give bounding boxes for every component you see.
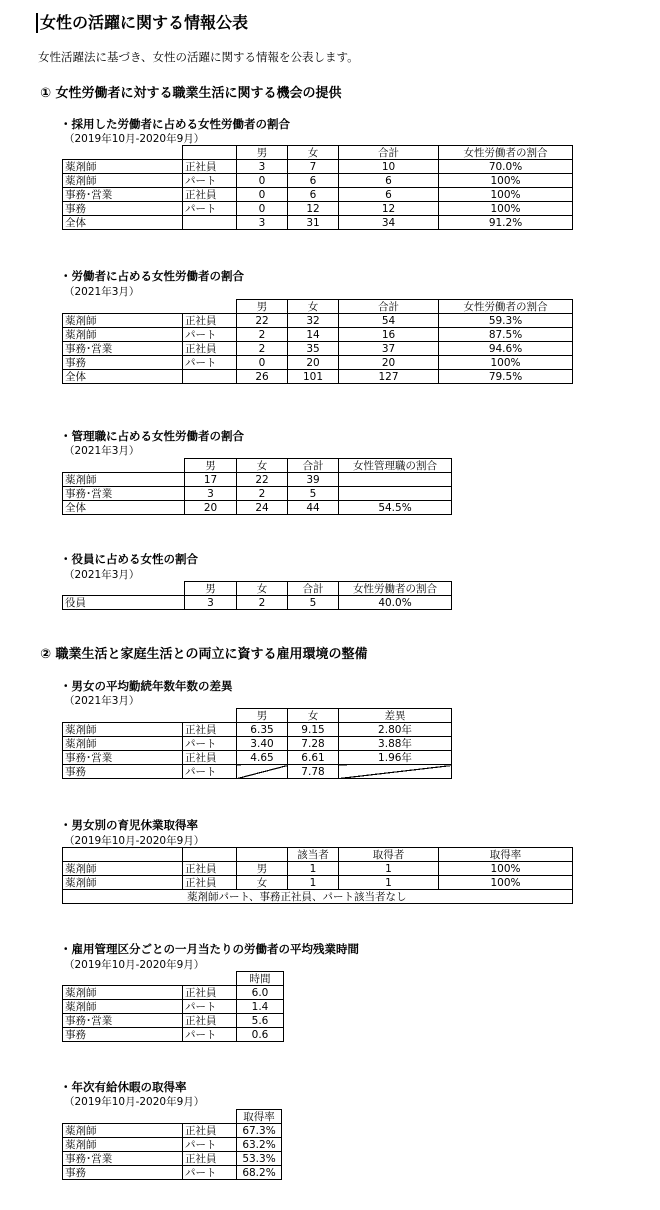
t1-table [62,145,573,230]
t8-header-blank2 [183,1110,237,1124]
table-cell: 1.4 [237,1000,284,1014]
t1-subtitle: ・採用した労働者に占める女性労働者の割合 [60,117,290,131]
table-cell: 正社員 [183,314,237,328]
table-row [63,174,573,188]
table-cell: 1 [288,876,339,890]
table-cell: 20 [339,356,439,370]
table-cell: 100% [439,202,573,216]
table-cell: パート [183,356,237,370]
table-cell: 男 [237,862,288,876]
table-cell: 54 [339,314,439,328]
t6-header-blank3 [237,848,288,862]
t1-header: 男 [237,146,288,160]
table-cell [183,216,237,230]
table-cell: 0.6 [237,1028,284,1042]
table-cell: 20 [288,356,339,370]
table-cell: 3 [185,596,237,610]
table-cell: パート [183,1138,237,1152]
t1-header: 女性労働者の割合 [439,146,573,160]
table-cell: 94.6% [439,342,573,356]
table-row [63,1138,282,1152]
table-cell: 5 [288,487,339,501]
t2-header-blank2 [183,300,237,314]
table-cell: 5 [288,596,339,610]
t8-body [63,1124,282,1180]
table-row [63,188,573,202]
table-cell: 正社員 [183,1124,237,1138]
table-cell: 0 [237,174,288,188]
t6-header: 該当者 [288,848,339,862]
table-cell: 3 [237,160,288,174]
t4-body [63,596,452,610]
table-cell: 6 [339,174,439,188]
t5-header-blank2 [183,709,237,723]
table-cell: 事務･営業 [63,751,183,765]
table-cell: 事務 [63,202,183,216]
table-cell: 67.3% [237,1124,282,1138]
t5-header: 女 [288,709,339,723]
table-cell: 26 [237,370,288,384]
table-cell: 薬剤師 [63,174,183,188]
table-cell: 7.78 [288,765,339,779]
page-title: 女性の活躍に関する情報公表 [36,13,248,33]
table-cell: 3 [185,487,237,501]
table-cell: 6.0 [237,986,284,1000]
t1-header-blank [63,146,183,160]
table-cell: 薬剤師 [63,314,183,328]
section-2-heading: ② 職業生活と家庭生活との両立に資する雇用環境の整備 [40,647,368,662]
table-cell: 31 [288,216,339,230]
t6-note: 薬剤師パート、事務正社員、パート該当者なし [63,890,573,904]
table-cell: 事務･営業 [63,1014,183,1028]
t6-header-blank2 [183,848,237,862]
t4-header: 男 [185,582,237,596]
t2-header: 女性労働者の割合 [439,300,573,314]
table-cell: 7.28 [288,737,339,751]
table-cell: 正社員 [183,862,237,876]
t3-header: 女性管理職の割合 [339,459,452,473]
table-row [63,1000,284,1014]
table-cell: 事務 [63,765,183,779]
t7-table [62,971,284,1042]
t2-table [62,299,573,384]
table-cell: 2 [237,328,288,342]
table-cell: 100% [439,356,573,370]
table-cell: 事務 [63,1166,183,1180]
table-cell: 事務･営業 [63,188,183,202]
t8-table [62,1109,282,1180]
table-cell: 63.2% [237,1138,282,1152]
table-cell: 40.0% [339,596,452,610]
t2-header: 合計 [339,300,439,314]
table-cell: 37 [339,342,439,356]
table-cell: パート [183,202,237,216]
t3-header: 男 [185,459,237,473]
table-cell: 34 [339,216,439,230]
table-cell: パート [183,174,237,188]
table-cell: 44 [288,501,339,515]
table-row [63,160,573,174]
table-cell: 6 [339,188,439,202]
table-cell: 0 [237,188,288,202]
t7-header-blank2 [183,972,237,986]
table-cell: 16 [339,328,439,342]
section-1-heading: ① 女性労働者に対する職業生活に関する機会の提供 [40,86,342,101]
table-cell: 事務 [63,356,183,370]
table-cell: 正社員 [183,1152,237,1166]
table-row [63,737,452,751]
table-row [63,314,573,328]
table-cell: 全体 [63,216,183,230]
table-cell: 全体 [63,370,183,384]
t4-subtitle: ・役員に占める女性の割合 [60,552,198,566]
table-cell: 3.40 [237,737,288,751]
t1-header: 女 [288,146,339,160]
table-row [63,1166,282,1180]
table-cell: パート [183,765,237,779]
table-row [63,370,573,384]
table-row [63,596,452,610]
t3-period: （2021年3月） [64,445,140,457]
table-row [63,328,573,342]
table-cell: 7 [288,160,339,174]
table-cell: 100% [439,876,573,890]
table-row [63,356,573,370]
table-cell: 事務･営業 [63,487,185,501]
table-cell: 101 [288,370,339,384]
table-cell: 薬剤師 [63,986,183,1000]
table-cell: 正社員 [183,1014,237,1028]
table-cell: 54.5% [339,501,452,515]
t6-table [62,847,573,904]
table-cell: 100% [439,174,573,188]
table-row [63,342,573,356]
table-cell: 100% [439,862,573,876]
table-cell: 5.6 [237,1014,284,1028]
t5-period: （2021年3月） [64,695,140,707]
table-cell: 2 [237,487,288,501]
t6-header-blank [63,848,183,862]
t1-body [63,160,573,230]
table-cell: 22 [237,314,288,328]
table-row [63,1014,284,1028]
table-cell: 6 [288,174,339,188]
table-cell: 薬剤師 [63,473,185,487]
table-cell: 正社員 [183,986,237,1000]
table-row [63,1124,282,1138]
table-cell: 22 [237,473,288,487]
t6-subtitle: ・男女別の育児休業取得率 [60,818,198,832]
table-cell: 6.61 [288,751,339,765]
table-cell: 薬剤師 [63,1124,183,1138]
table-cell: 3.88年 [339,737,452,751]
table-row [63,765,452,779]
table-cell [339,765,452,779]
t6-header: 取得率 [439,848,573,862]
t2-period: （2021年3月） [64,286,140,298]
table-cell: パート [183,1028,237,1042]
t5-table [62,708,452,779]
table-cell: 事務･営業 [63,342,183,356]
table-cell: 2 [237,342,288,356]
table-cell: 35 [288,342,339,356]
table-cell [339,473,452,487]
table-cell: 正社員 [183,160,237,174]
t5-header: 男 [237,709,288,723]
table-cell: 87.5% [439,328,573,342]
t7-subtitle: ・雇用管理区分ごとの一月当たりの労働者の平均残業時間 [60,942,359,956]
table-row [63,202,573,216]
table-cell: 1 [339,862,439,876]
t2-body [63,314,573,384]
t1-period: （2019年10月-2020年9月） [64,133,205,145]
table-row [63,723,452,737]
table-cell: 6.35 [237,723,288,737]
table-cell: 役員 [63,596,185,610]
table-cell: 9.15 [288,723,339,737]
table-cell: 正社員 [183,751,237,765]
t3-header: 女 [237,459,288,473]
table-cell: 24 [237,501,288,515]
table-cell: 2 [237,596,288,610]
t8-header: 取得率 [237,1110,282,1124]
table-row [63,1028,284,1042]
table-cell: 女 [237,876,288,890]
table-cell: 正社員 [183,342,237,356]
t7-body [63,986,284,1042]
t4-header: 合計 [288,582,339,596]
t3-subtitle: ・管理職に占める女性労働者の割合 [60,429,244,443]
table-row [63,473,452,487]
t7-header-blank [63,972,183,986]
t8-header-blank [63,1110,183,1124]
t3-body [63,473,452,515]
t7-header: 時間 [237,972,284,986]
table-cell: 薬剤師 [63,862,183,876]
t6-period: （2019年10月-2020年9月） [64,835,205,847]
t5-body [63,723,452,779]
table-row [63,487,452,501]
table-cell: 12 [339,202,439,216]
table-cell [237,765,288,779]
table-cell: 127 [339,370,439,384]
table-cell: 薬剤師 [63,1138,183,1152]
table-cell: 薬剤師 [63,876,183,890]
t5-header-blank [63,709,183,723]
t4-period: （2021年3月） [64,569,140,581]
table-cell: 10 [339,160,439,174]
t5-header: 差異 [339,709,452,723]
table-row [63,501,452,515]
t2-header: 男 [237,300,288,314]
table-cell: 4.65 [237,751,288,765]
table-cell: 6 [288,188,339,202]
table-cell: 1 [339,876,439,890]
table-cell: 正社員 [183,188,237,202]
t3-header: 合計 [288,459,339,473]
t6-body [63,862,573,890]
table-cell: 68.2% [237,1166,282,1180]
table-row [63,751,452,765]
t2-header-blank [63,300,183,314]
table-cell [339,487,452,501]
table-cell [183,370,237,384]
table-cell: 0 [237,202,288,216]
table-row [63,1152,282,1166]
table-row [63,216,573,230]
t6-header: 取得者 [339,848,439,862]
t7-period: （2019年10月-2020年9月） [64,959,205,971]
t3-table [62,458,452,515]
t1-header-blank2 [183,146,237,160]
table-cell: 薬剤師 [63,160,183,174]
table-cell: 70.0% [439,160,573,174]
table-cell: 53.3% [237,1152,282,1166]
table-cell: パート [183,737,237,751]
table-cell: 事務 [63,1028,183,1042]
t8-subtitle: ・年次有給休暇の取得率 [60,1080,187,1094]
table-cell: 0 [237,356,288,370]
t8-period: （2019年10月-2020年9月） [64,1096,205,1108]
t2-subtitle: ・労働者に占める女性労働者の割合 [60,269,244,283]
table-cell: 正社員 [183,723,237,737]
table-cell: パート [183,1000,237,1014]
table-cell: 17 [185,473,237,487]
table-cell: 1.96年 [339,751,452,765]
t3-header-blank [63,459,185,473]
table-cell: 薬剤師 [63,723,183,737]
t1-header: 合計 [339,146,439,160]
table-cell: 3 [237,216,288,230]
t4-header: 女 [237,582,288,596]
table-cell: 91.2% [439,216,573,230]
table-cell: 1 [288,862,339,876]
table-cell: 薬剤師 [63,1000,183,1014]
t4-header: 女性労働者の割合 [339,582,452,596]
t2-header: 女 [288,300,339,314]
table-cell: 59.3% [439,314,573,328]
t5-subtitle: ・男女の平均勤続年数年数の差異 [60,679,233,693]
table-cell: 事務･営業 [63,1152,183,1166]
intro-text: 女性活躍法に基づき、女性の活躍に関する情報を公表します。 [38,50,359,64]
table-cell: 12 [288,202,339,216]
table-cell: 79.5% [439,370,573,384]
t4-table [62,581,452,610]
table-cell: パート [183,1166,237,1180]
table-row [63,876,573,890]
t4-header-blank [63,582,185,596]
table-cell: 薬剤師 [63,328,183,342]
table-cell: 20 [185,501,237,515]
table-row [63,862,573,876]
table-cell: パート [183,328,237,342]
table-cell: 14 [288,328,339,342]
table-cell: 全体 [63,501,185,515]
table-row [63,986,284,1000]
table-cell: 薬剤師 [63,737,183,751]
table-cell: 100% [439,188,573,202]
table-cell: 39 [288,473,339,487]
table-cell: 2.80年 [339,723,452,737]
table-cell: 正社員 [183,876,237,890]
table-cell: 32 [288,314,339,328]
